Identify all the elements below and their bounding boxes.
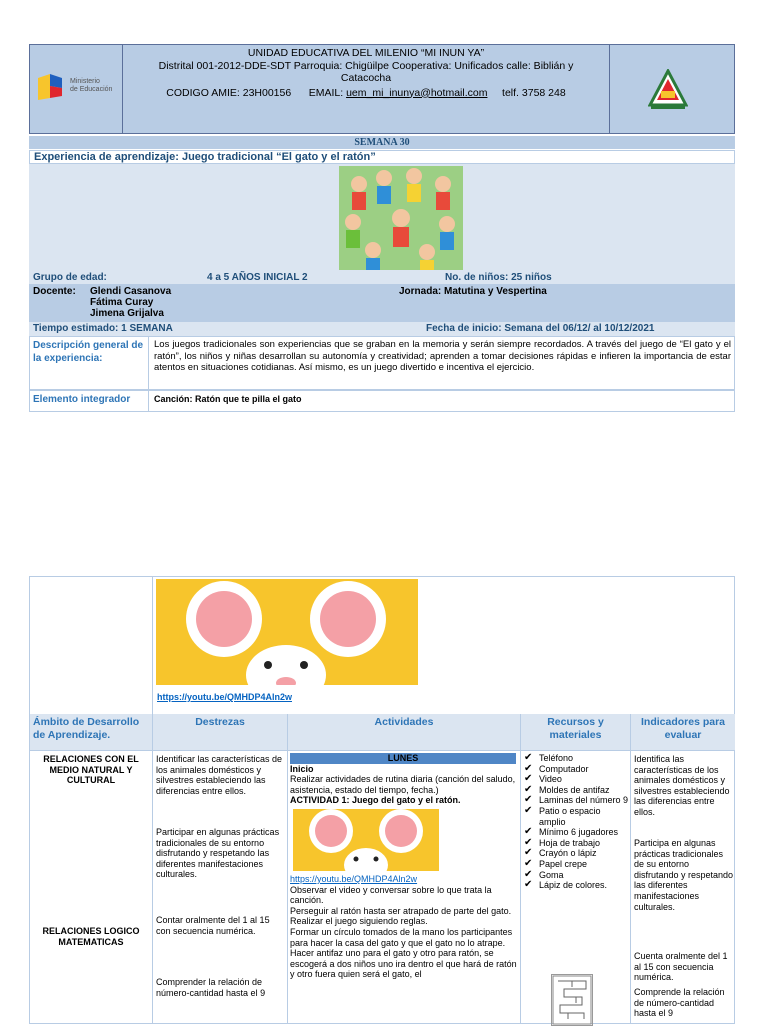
check-icon: ✔ (524, 804, 533, 816)
schedule: Jornada: Matutina y Vespertina (399, 286, 547, 297)
ministry-name-line2: de Educación (70, 86, 113, 93)
children-playing-image (339, 166, 463, 270)
time-row (29, 322, 735, 336)
list-item: ✔ Papel crepe (524, 857, 588, 869)
integrator-row (29, 390, 735, 412)
video-link[interactable]: https://youtu.be/QMHDP4Aln2w (157, 692, 292, 702)
teacher-name: Fátima Curay (90, 297, 154, 308)
list-item: ✔ Lápiz de colores. (524, 879, 608, 891)
teacher-list (90, 286, 171, 319)
description-text: Los juegos tradicionales son experiencias que se graban en la memoria y serán siempre recordados. A través del juego de “El gato y el ratón”, los niños y niñas desarrollan su autonomía y creatividad; aprenden a tomar decisiones rápidas e infieren la importancia de estar atentos en situaciones cotidianas. Así mismo, es un juego divertido e incentiva el ejercicio. (154, 339, 731, 374)
school-contact (122, 87, 610, 100)
list-item: ✔ Crayón o lápiz (524, 847, 597, 859)
divider (152, 714, 153, 1023)
activity-title: ACTIVIDAD 1: Juego del gato y el ratón. (290, 795, 461, 806)
experience-image-row (29, 164, 735, 271)
teacher-name: Jimena Grijalva (90, 308, 164, 319)
activities-cell (290, 753, 518, 980)
resources-list (523, 753, 629, 891)
destreza-item: Identificar las características de los animales domésticos y silvestres estableciendo las diferencias entre ellos. (156, 754, 283, 796)
ambito-logico-matematicas: RELACIONES LOGICO MATEMATICAS (42, 926, 140, 947)
school-address-2: Catacocha (340, 72, 392, 84)
inicio-label: Inicio (290, 763, 314, 774)
check-icon: ✔ (524, 857, 533, 869)
ambito-natural-cultural: RELACIONES CON EL MEDIO NATURAL Y CULTURAL (43, 754, 139, 786)
check-icon: ✔ (524, 847, 533, 859)
list-item: ✔ Video (524, 773, 562, 785)
header-recursos: Recursos y materiales (521, 714, 630, 750)
activity-video-link[interactable]: https://youtu.be/QMHDP4Aln2w (290, 873, 418, 884)
mouse-cartoon-icon (156, 579, 418, 685)
email-label: EMAIL: (308, 86, 347, 99)
list-item: ✔ Patio o espacio amplio (524, 804, 601, 827)
check-icon: ✔ (524, 794, 533, 806)
description-label: Descripción general de la experiencia: (33, 340, 144, 364)
header-ambito: Ámbito de Desarrollo de Aprendizaje. (30, 714, 152, 750)
check-icon: ✔ (524, 826, 533, 838)
destreza-item: Contar oralmente del 1 al 15 con secuencia numérica. (156, 915, 270, 936)
list-item: ✔ Mínimo 6 jugadores (524, 826, 619, 838)
divider (148, 391, 149, 411)
check-icon: ✔ (524, 868, 533, 880)
activity-step: Observar el video y conversar sobre lo que trata la canción. (290, 884, 492, 906)
activity-step: Perseguir al ratón hasta ser atrapado de parte del gato. (290, 905, 512, 916)
list-item: ✔ Laminas del número 9 (524, 794, 629, 806)
kids-count: No. de niños: 25 niños (445, 272, 552, 283)
teacher-name: Glendi Casanova (90, 286, 172, 297)
list-item: ✔ Hoja de trabajo (524, 836, 601, 848)
divider (520, 714, 521, 1023)
header-indicadores: Indicadores para evaluar (631, 714, 735, 750)
teacher-label: Docente: (33, 286, 76, 297)
mouse-cartoon-icon (293, 809, 439, 871)
week-title: SEMANA 30 (29, 136, 735, 149)
header-destrezas: Destrezas (153, 714, 287, 750)
experience-title: Experiencia de aprendizaje: Juego tradicional “El gato y el ratón” (29, 150, 735, 164)
integrator-text: Canción: Ratón que te pilla el gato (154, 394, 302, 404)
school-info (122, 45, 610, 135)
divider (287, 714, 288, 1023)
start-date: Fecha de inicio: Semana del 06/12/ al 10/12/2021 (426, 323, 655, 334)
divider (630, 714, 631, 1023)
mouse-image (156, 579, 418, 685)
destreza-item: Participar en algunas prácticas tradicionales de su entorno disfrutando y respetando las diferentes manifestaciones culturales. (156, 827, 280, 880)
school-emblem-cell (609, 45, 734, 133)
integrator-label: Elemento integrador (33, 394, 131, 405)
activity-step: Formar un círculo tomados de la mano los participantes para hacer la casa del gato y que el gato no lo atrape. (290, 926, 513, 948)
maze-worksheet-icon (551, 974, 593, 1026)
check-icon: ✔ (524, 836, 533, 848)
indicator-item: Comprende la relación de número-cantidad hasta el 9 (634, 987, 725, 1019)
mouse-image-small (293, 809, 439, 871)
ministry-logo (36, 70, 118, 104)
school-header (29, 44, 735, 134)
indicator-item: Cuenta oralmente del 1 al 15 con secuencia numérica. (634, 951, 728, 983)
resources-cell (523, 753, 629, 891)
activity-step: Realizar el juego siguiendo reglas. (290, 916, 428, 927)
list-item: ✔ Moldes de antifaz (524, 783, 610, 795)
check-icon: ✔ (524, 773, 533, 785)
amie-code: CODIGO AMIE: 23H00156 (166, 86, 292, 99)
description-row (29, 336, 735, 390)
divider (148, 337, 149, 389)
routine-text: Realizar actividades de rutina diaria (canción del saludo, asistencia, estado del tiempo, fecha.) (290, 774, 516, 795)
divider (152, 577, 153, 714)
list-item: ✔ Computador (524, 762, 589, 774)
age-value: 4 a 5 AÑOS INICIAL 2 (207, 272, 308, 283)
ministry-logo-cell (30, 45, 123, 133)
list-item: ✔ Goma (524, 868, 564, 880)
activity-step: Hacer antifaz uno para el gato y otro para ratón, se escogerá a dos niños uno ira dentro el que hará de ratón y otro fuera quien será el gato, el (290, 948, 517, 980)
indicator-item: Identifica las características de los animales domésticos y silvestres estableciendo las diferencias entre ellos. (634, 754, 730, 817)
age-group-row (29, 271, 735, 284)
list-item: ✔ Teléfono (524, 752, 574, 763)
divider (30, 750, 734, 751)
estimated-time: Tiempo estimado: 1 SEMANA (33, 323, 173, 334)
activities-table (29, 576, 735, 1024)
check-icon: ✔ (524, 879, 533, 891)
phone: telf. 3758 248 (502, 86, 566, 99)
header-actividades: Actividades (288, 714, 520, 750)
check-icon: ✔ (524, 762, 533, 774)
ecuador-flag-icon (36, 72, 66, 102)
school-name: UNIDAD EDUCATIVA DEL MILENIO “MI INUN YA” (247, 47, 485, 59)
school-emblem-icon (648, 69, 688, 111)
email-link[interactable]: uem_mi_inunya@hotmail.com (346, 86, 488, 99)
destreza-item: Comprender la relación de número-cantidad hasta el 9 (156, 977, 266, 998)
day-label: LUNES (290, 753, 516, 764)
school-address: Distrital 001-2012-DDE-SDT Parroquia: Chigüilpe Cooperativa: Unificados calle: Biblián y (158, 59, 574, 72)
indicator-item: Participa en algunas prácticas tradicionales de su entorno disfrutando y respetando las diferentes manifestaciones culturales. (634, 838, 734, 912)
teacher-row (29, 284, 735, 322)
check-icon: ✔ (524, 752, 533, 763)
ministry-name-line1: Ministerio (70, 78, 100, 85)
age-label: Grupo de edad: (33, 272, 107, 283)
check-icon: ✔ (524, 783, 533, 795)
